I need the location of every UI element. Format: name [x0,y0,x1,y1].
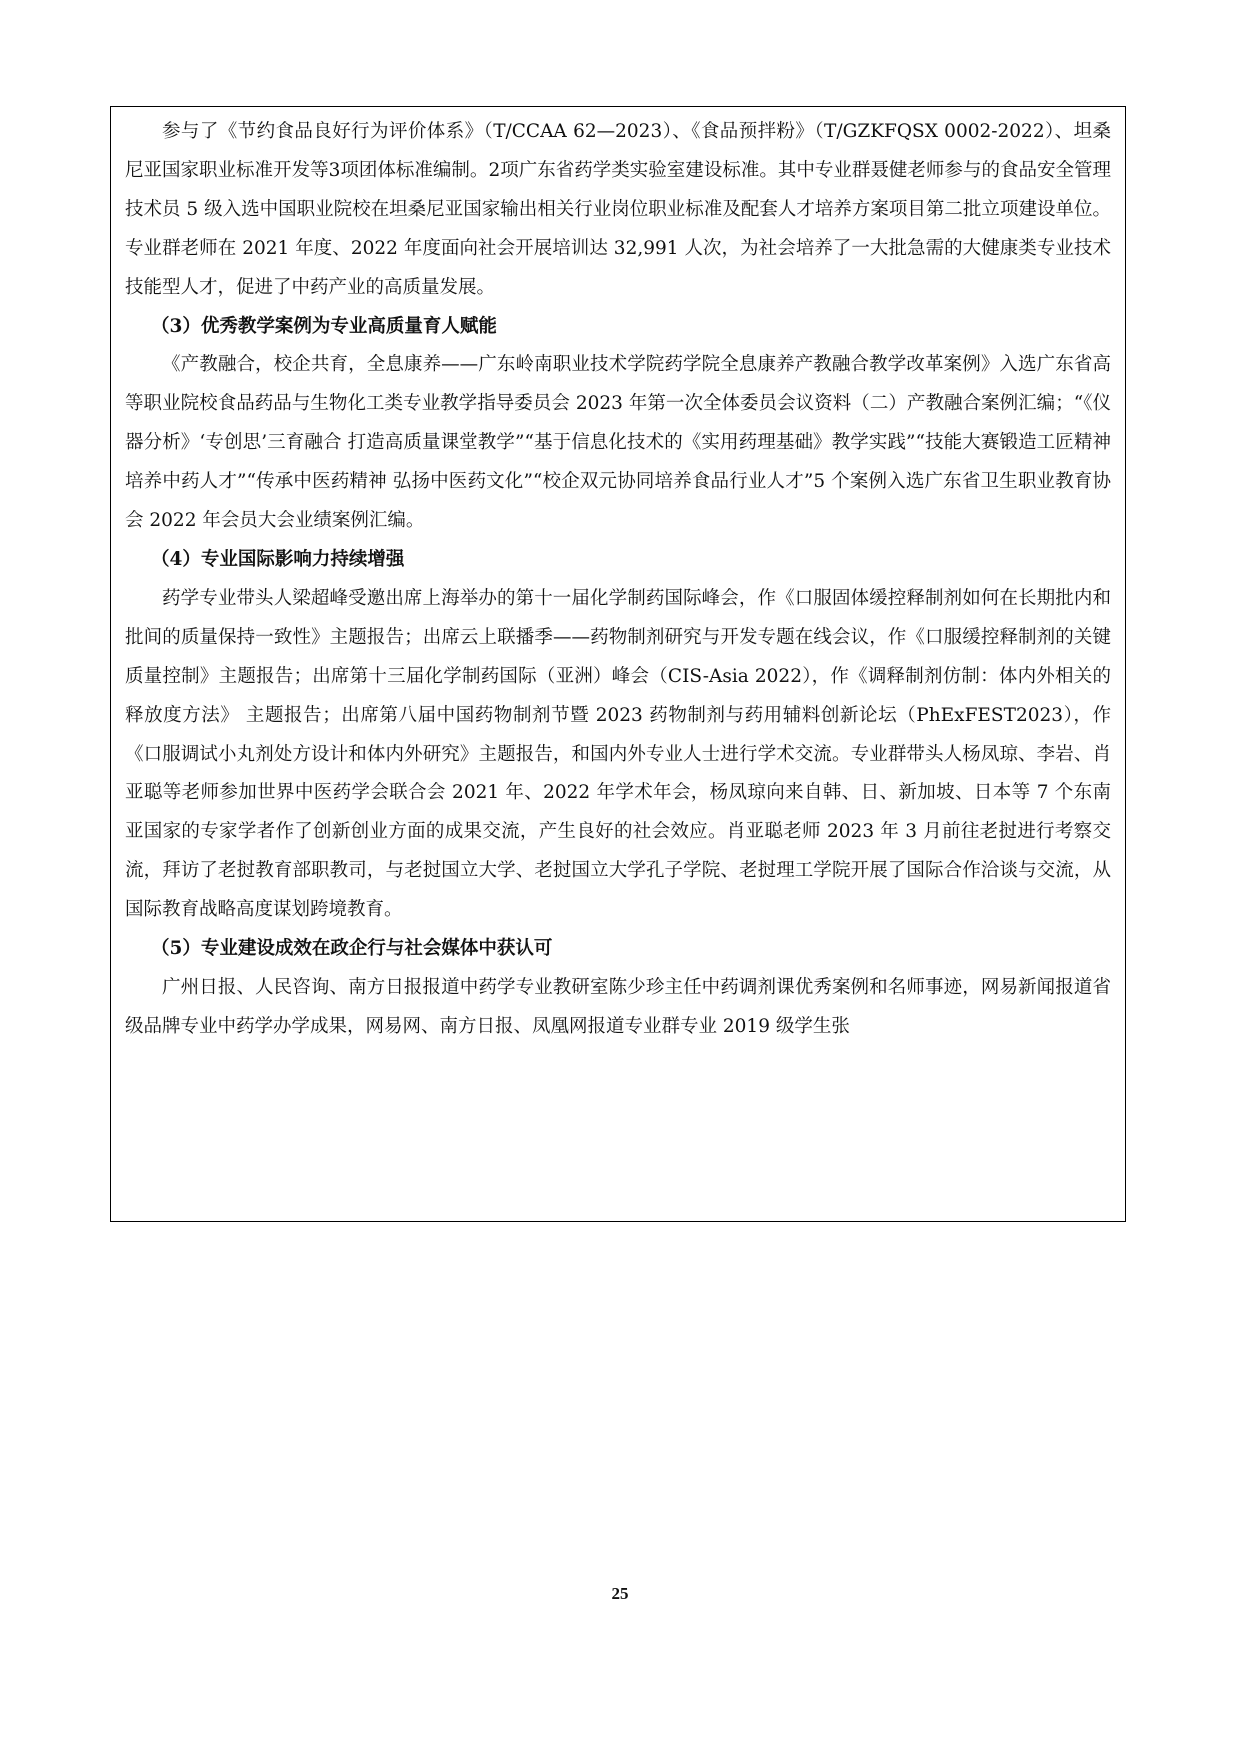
page-number: 25 [611,1584,629,1603]
heading-media-recognition: （5）专业建设成效在政企行与社会媒体中获认可 [151,938,553,960]
heading-teaching-cases: （3）优秀教学案例为专业高质量育人赋能 [151,315,497,337]
paragraph-media-recognition: 广州日报、人民咨询、南方日报报道中药学专业教研室陈少珍主任中药调剂课优秀案例和名师事迹，网易新闻报道省级品牌专业中药学办学成果，网易网、南方日报、凤凰网报道专业群专业 2019 级学生张 [125,976,1111,1037]
paragraph-standards: 参与了《节约食品良好行为评价体系》（T/CCAA 62—2023）、《食品预拌粉》（T/GZKFQSX 0002-2022）、坦桑尼亚国家职业标准开发等3项团体标准编制。2项广东省药学类实验室建设标准。其中专业群聂健老师参与的食品安全管理技术员 5 级入选中国职业院校在坦桑尼亚国家输出相关行业岗位职业标准及配套人才培养方案项目第二批立项建设单位。专业群老师在 2021 年度、2022 年度面向社会开展培训达 32,991 人次，为社会培养了一大批急需的大健康类专业技术技能型人才，促进了中药产业的高质量发展。 [125,121,1111,298]
paragraph-teaching-cases: 《产教融合，校企共育，全息康养——广东岭南职业技术学院药学院全息康养产教融合教学改革案例》入选广东省高等职业院校食品药品与生物化工类专业教学指导委员会 2023 年第一次全体委员会议资料（二）产教融合案例汇编；“《仪器分析》‘专创思’三育融合 打造高质量课堂教学”“基于信息化技术的《实用药理基础》教学实践”“技能大赛锻造工匠精神 培养中药人才”“传承中医药精神 弘扬中医药文化”“校企双元协同培养食品行业人才”5 个案例入选广东省卫生职业教育协会 2022 年会员大会业绩案例汇编。 [125,354,1111,532]
paragraph-international-influence: 药学专业带头人梁超峰受邀出席上海举办的第十一届化学制药国际峰会，作《口服固体缓控释制剂如何在长期批内和批间的质量保持一致性》主题报告；出席云上联播季——药物制剂研究与开发专题在线会议，作《口服缓控释制剂的关键质量控制》主题报告；出席第十三届化学制药国际（亚洲）峰会（CIS-Asia 2022），作《调释制剂仿制：体内外相关的释放度方法》 主题报告；出席第八届中国药物制剂节暨 2023 药物制剂与药用辅料创新论坛（PhExFEST2023），作《口服调试小丸剂处方设计和体内外研究》主题报告，和国内外专业人士进行学术交流。专业群带头人杨凤琼、李岩、肖亚聪等老师参加世界中医药学会联合会 2021 年、2022 年学术年会，杨凤琼向来自韩、日、新加坡、日本等 7 个东南亚国家的专家学者作了创新创业方面的成果交流，产生良好的社会效应。肖亚聪老师 2023 年 3 月前往老挝进行考察交流，拜访了老挝教育部职教司，与老挝国立大学、老挝国立大学孔子学院、老挝理工学院开展了国际合作洽谈与交流，从国际教育战略高度谋划跨境教育。 [125,587,1111,921]
heading-international-influence: （4）专业国际影响力持续增强 [151,548,405,570]
content-frame [110,106,1126,1222]
